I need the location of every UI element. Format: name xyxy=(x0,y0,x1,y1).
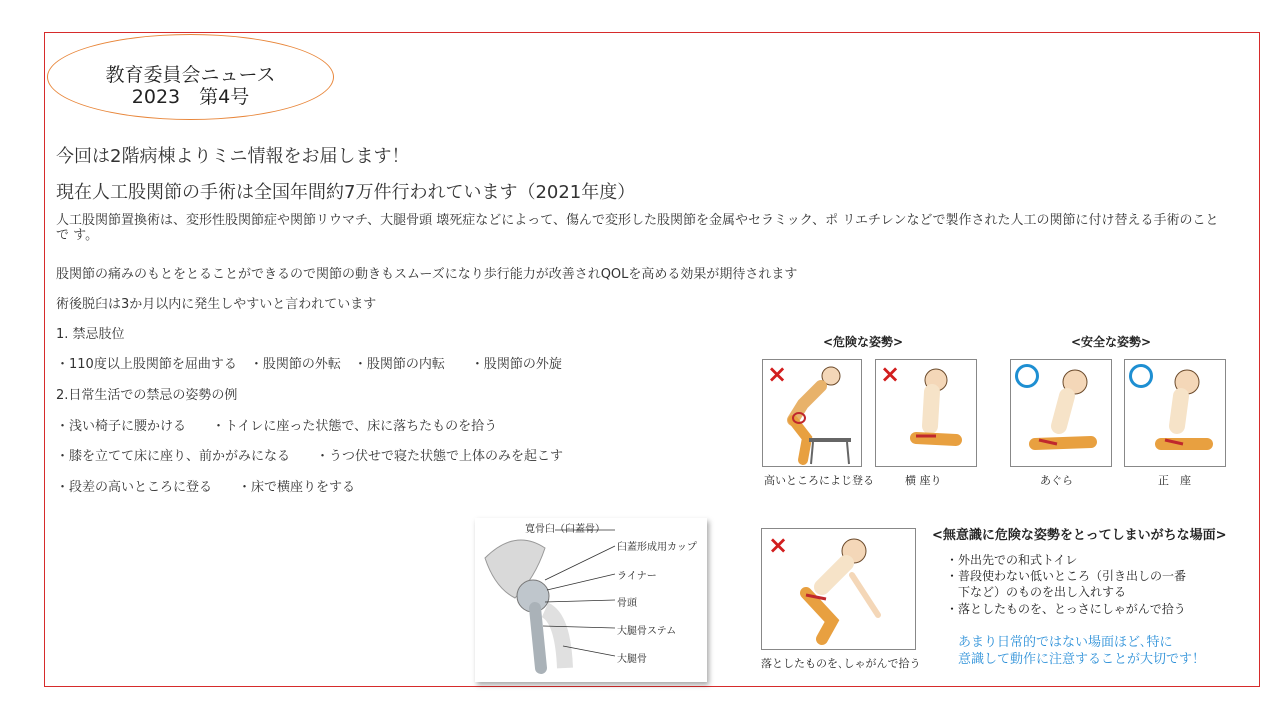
posture-card-seiza xyxy=(1124,359,1226,467)
circle-icon xyxy=(1129,364,1153,388)
section1-heading: 1. 禁忌肢位 xyxy=(56,327,125,342)
caption-seiza: 正 座 xyxy=(1158,474,1191,487)
cross-icon: × xyxy=(767,360,788,388)
scene-note: あまり日常的ではない場面ほど､特に xyxy=(958,635,1173,650)
cross-icon: × xyxy=(768,531,789,559)
paragraph-dislocation: 術後脱臼は3か月以内に発生しやすいと言われています xyxy=(56,297,377,312)
scene-bullet: ・落としたものを、とっさにしゃがんで拾う xyxy=(946,602,1186,616)
hip-label: 大腿骨 xyxy=(617,654,647,665)
scene-card-crouch xyxy=(761,528,916,650)
cross-icon: × xyxy=(880,360,901,388)
section2-heading: 2.日常生活での禁忌の姿勢の例 xyxy=(56,388,238,403)
scene-bullet: ・外出先での和式トイレ xyxy=(946,553,1078,567)
caption-crouch: 落としたものを､しゃがんで拾う xyxy=(761,657,921,670)
badge-title: 教育委員会ニュース xyxy=(105,64,276,86)
caption-climb: 高いところによじ登る xyxy=(764,474,874,487)
newsletter-badge xyxy=(47,34,334,120)
posture-card-climb xyxy=(762,359,862,467)
hip-label: 寛骨臼（臼蓋骨） xyxy=(525,524,605,535)
headline: 今回は2階病棟よりミニ情報をお届します！ xyxy=(56,146,410,167)
section2-item: ・浅い椅子に腰かける ・トイレに座った状態で、床に落ちたものを拾う xyxy=(56,419,498,434)
hip-label: 骨頭 xyxy=(617,598,637,609)
scene-bullet: 下など）のものを出し入れする xyxy=(946,585,1127,599)
scene-title: <無意識に危険な姿勢をとってしまいがちな場面> xyxy=(932,528,1227,543)
paragraph-intro: 人工股関節置換術は、変形性股関節症や関節リウマチ、大腿骨頭 壊死症などによって、傷んで変形した股関節を金属やセラミック、ポ リエチレンなどで製作された人工の関節に付け替える手術のことで す。 xyxy=(56,213,1219,243)
circle-icon xyxy=(1015,364,1039,388)
danger-title: <危険な姿勢> xyxy=(823,335,904,349)
badge-issue: 2023 第4号 xyxy=(131,86,250,108)
posture-card-side-sit xyxy=(875,359,977,467)
scene-bullet: ・普段使わない低いところ（引き出しの一番 xyxy=(946,569,1187,583)
paragraph-benefit: 股関節の痛みのもとをとることができるので関節の動きもスムーズになり歩行能力が改善されQOLを高める効果が期待されます xyxy=(56,267,798,282)
section2-item: ・膝を立てて床に座り、前かがみになる ・うつ伏せで寝た状態で上体のみを起こす xyxy=(56,449,564,464)
subheadline: 現在人工股関節の手術は全国年間約7万件行われています（2021年度） xyxy=(56,182,636,203)
caption-side-sit: 横 座り xyxy=(905,474,942,487)
safe-title: <安全な姿勢> xyxy=(1071,335,1152,349)
hip-implant-figure xyxy=(475,518,707,682)
posture-card-cross-legged xyxy=(1010,359,1112,467)
section2-item: ・段差の高いところに登る ・床で横座りをする xyxy=(56,480,356,495)
hip-label: 大腿骨ステム xyxy=(617,626,677,637)
scene-note: 意識して動作に注意することが大切です！ xyxy=(958,652,1206,667)
caption-cross-legged: あぐら xyxy=(1040,474,1073,487)
hip-label: ライナー xyxy=(617,571,657,582)
hip-label: 臼蓋形成用カップ xyxy=(617,542,697,553)
section1-items: ・110度以上股関節を屈曲する ・股関節の外転 ・股関節の内転 ・股関節の外旋 xyxy=(56,357,562,372)
